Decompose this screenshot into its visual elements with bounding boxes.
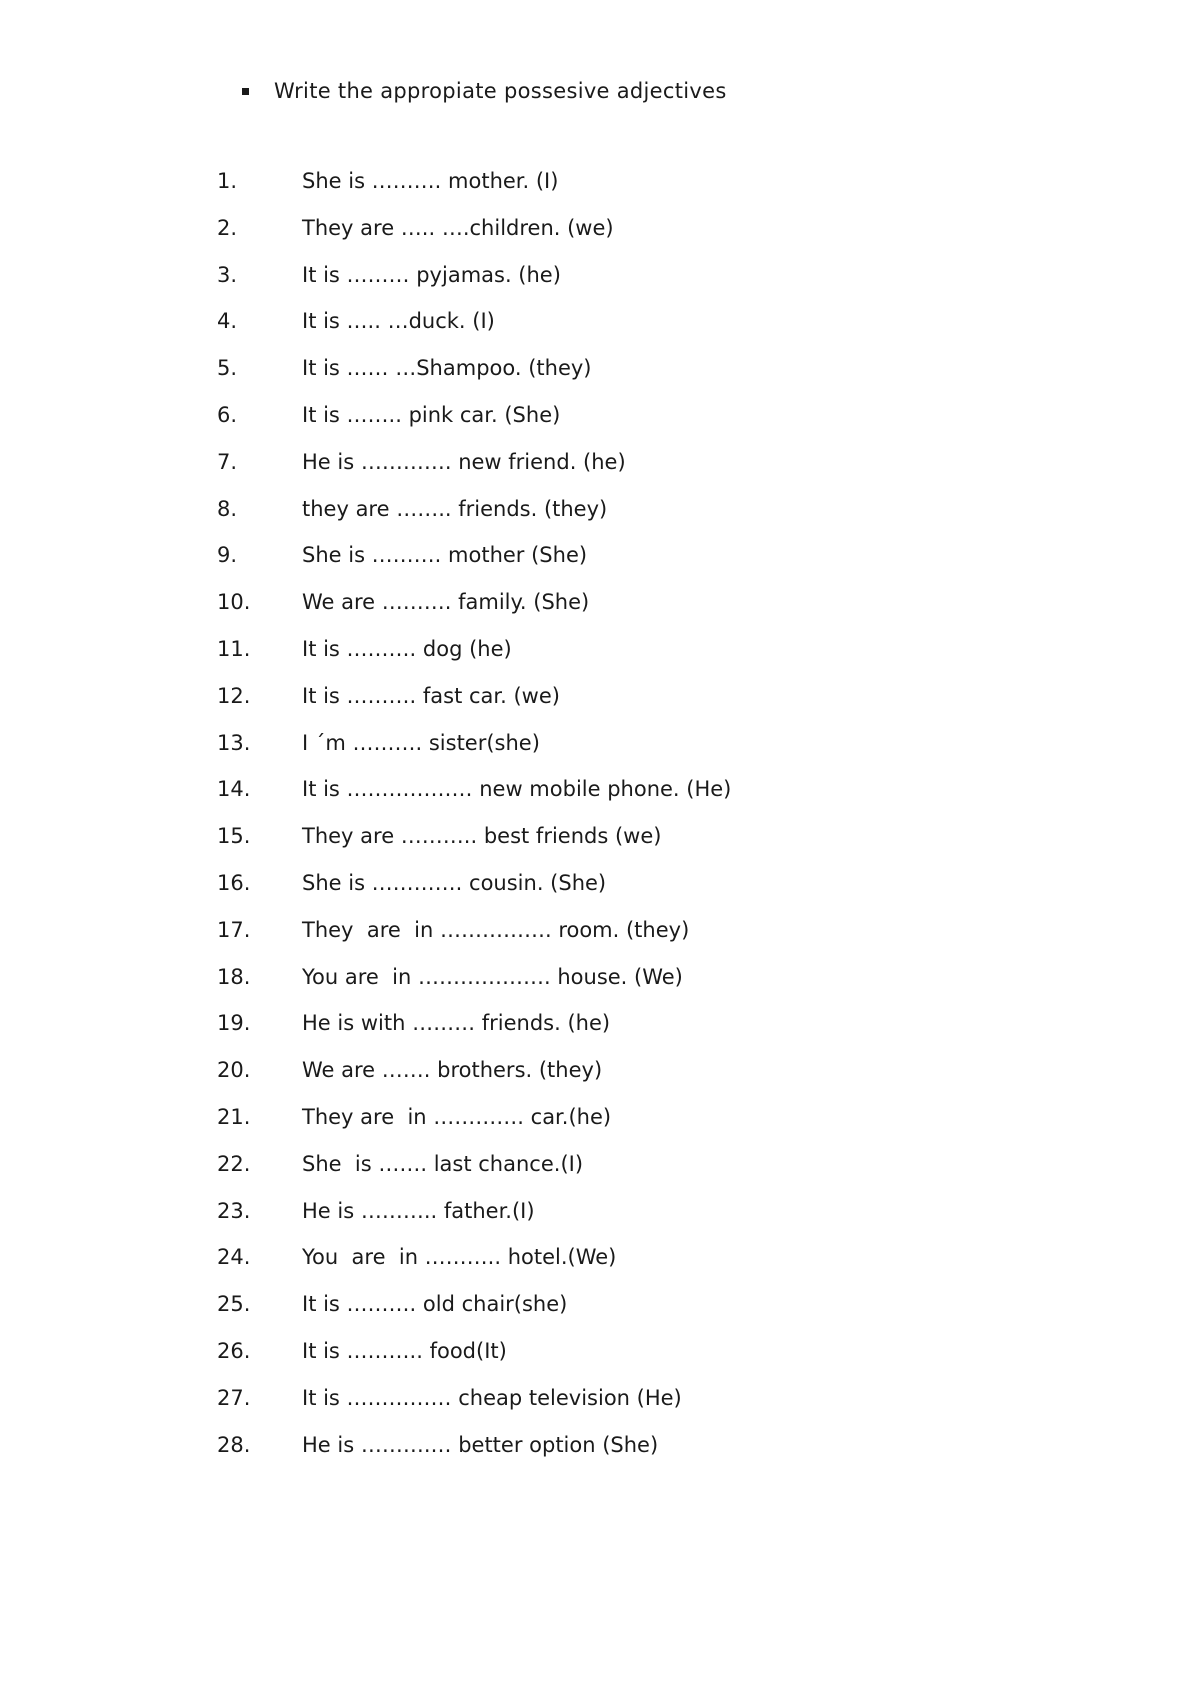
exercise-sentence: they are …….. friends. (they) [302, 496, 608, 521]
exercise-number: 15. [217, 824, 251, 849]
exercise-sentence: She is ………. mother (She) [302, 543, 588, 568]
exercise-list [0, 164, 1200, 1474]
exercise-item [0, 1287, 1200, 1334]
exercise-sentence: It is …….. pink car. (She) [302, 402, 561, 427]
exercise-number: 21. [217, 1104, 251, 1129]
exercise-item [0, 1006, 1200, 1053]
exercise-sentence: They are ….. ….children. (we) [302, 215, 614, 240]
exercise-item [0, 913, 1200, 960]
exercise-item [0, 960, 1200, 1007]
exercise-item [0, 679, 1200, 726]
exercise-sentence: She is ……. last chance.(I) [302, 1151, 584, 1176]
exercise-number: 25. [217, 1292, 251, 1317]
exercise-item [0, 1053, 1200, 1100]
exercise-number: 1. [217, 169, 238, 193]
exercise-number: 24. [217, 1245, 251, 1270]
exercise-item [0, 304, 1200, 351]
exercise-number: 22. [217, 1151, 251, 1176]
exercise-number: 17. [217, 917, 251, 942]
exercise-item [0, 211, 1200, 258]
exercise-sentence: He is ……….… better option (She) [302, 1432, 659, 1457]
exercise-number: 27. [217, 1385, 251, 1410]
exercise-item [0, 726, 1200, 773]
exercise-sentence: It is ………. old chair(she) [302, 1292, 568, 1317]
exercise-number: 3. [217, 262, 238, 287]
exercise-sentence: It is ……….. food(It) [302, 1338, 507, 1363]
bullet-icon [242, 88, 249, 95]
exercise-item [0, 772, 1200, 819]
exercise-item [0, 1147, 1200, 1194]
exercise-item [0, 258, 1200, 305]
exercise-number: 12. [217, 683, 251, 708]
exercise-number: 28. [217, 1432, 251, 1457]
exercise-number: 5. [217, 356, 238, 381]
exercise-number: 4. [217, 309, 238, 334]
exercise-sentence: It is ….. …duck. (I) [302, 309, 495, 334]
exercise-item [0, 585, 1200, 632]
exercise-sentence: It is ………. fast car. (we) [302, 683, 560, 708]
instruction-text: Write the appropiate possesive adjectives [274, 79, 727, 103]
exercise-number: 26. [217, 1338, 251, 1363]
exercise-number: 2. [217, 215, 238, 240]
exercise-item [0, 1240, 1200, 1287]
exercise-sentence: It is …… …Shampoo. (they) [302, 356, 592, 381]
exercise-number: 19. [217, 1011, 251, 1036]
instruction-line [242, 74, 727, 108]
exercise-number: 14. [217, 777, 251, 802]
exercise-item [0, 1334, 1200, 1381]
exercise-number: 7. [217, 449, 238, 474]
exercise-item [0, 398, 1200, 445]
exercise-number: 23. [217, 1198, 251, 1223]
exercise-item [0, 351, 1200, 398]
exercise-item [0, 492, 1200, 539]
exercise-sentence: He is …………. new friend. (he) [302, 449, 626, 474]
exercise-item [0, 538, 1200, 585]
exercise-number: 6. [217, 402, 238, 427]
exercise-item [0, 632, 1200, 679]
exercise-sentence: He is with ……… friends. (he) [302, 1011, 611, 1036]
exercise-sentence: They are in …………. car.(he) [302, 1104, 612, 1129]
exercise-sentence: We are ………. family. (She) [302, 590, 590, 615]
exercise-number: 16. [217, 870, 251, 895]
exercise-item [0, 819, 1200, 866]
exercise-item [0, 866, 1200, 913]
exercise-sentence: She is ………. mother. (I) [302, 169, 559, 193]
exercise-sentence: He is ……….. father.(I) [302, 1198, 535, 1223]
exercise-item [0, 445, 1200, 492]
exercise-item [0, 1381, 1200, 1428]
exercise-sentence: We are ……. brothers. (they) [302, 1058, 603, 1083]
exercise-number: 13. [217, 730, 251, 755]
exercise-sentence: I ´m ………. sister(she) [302, 730, 540, 755]
exercise-number: 9. [217, 543, 238, 568]
exercise-sentence: It is ……………… new mobile phone. (He) [302, 777, 732, 802]
exercise-item [0, 1100, 1200, 1147]
exercise-item [0, 1194, 1200, 1241]
exercise-sentence: They are in ……………. room. (they) [302, 917, 690, 942]
exercise-sentence: It is ………. dog (he) [302, 636, 512, 661]
exercise-sentence: They are ……….. best friends (we) [302, 824, 662, 849]
exercise-number: 18. [217, 964, 251, 989]
exercise-item [0, 1428, 1200, 1475]
exercise-sentence: She is …………. cousin. (She) [302, 870, 607, 895]
exercise-sentence: It is ……… pyjamas. (he) [302, 262, 561, 287]
exercise-number: 11. [217, 636, 251, 661]
exercise-sentence: You are in ……….. hotel.(We) [302, 1245, 617, 1270]
exercise-sentence: You are in ………………. house. (We) [302, 964, 683, 989]
exercise-number: 8. [217, 496, 238, 521]
exercise-number: 20. [217, 1058, 251, 1083]
exercise-item [0, 164, 1200, 211]
exercise-sentence: It is …………… cheap television (He) [302, 1385, 682, 1410]
exercise-number: 10. [217, 590, 251, 615]
